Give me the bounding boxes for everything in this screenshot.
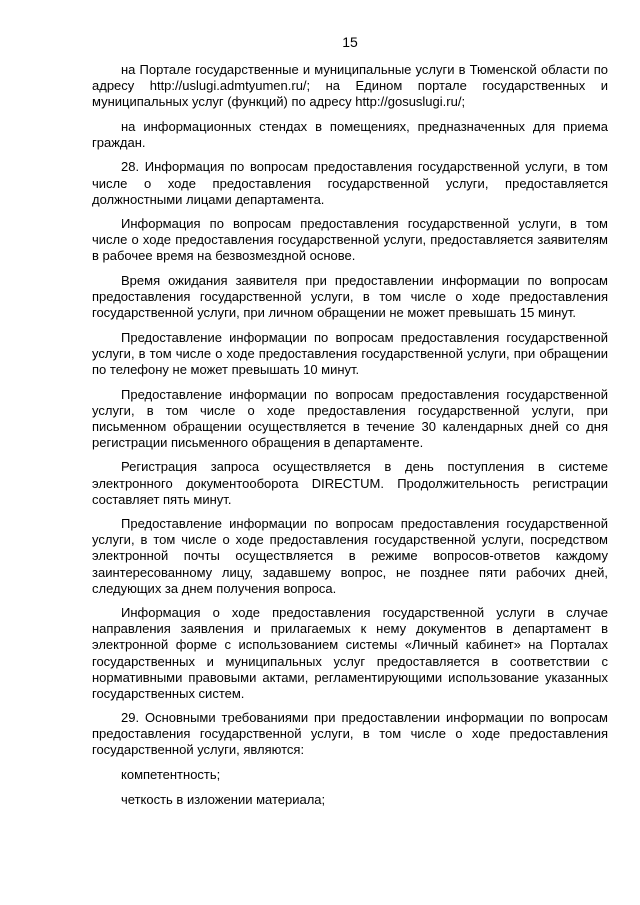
document-body <box>92 62 608 816</box>
paragraph-info-stands: на информационных стендах в помещениях, предназначенных для приема граждан. <box>92 118 608 150</box>
page-number: 15 <box>342 34 358 50</box>
paragraph-waiting-time: Время ожидания заявителя при предоставлении информации по вопросам предоставления государственной услуги, в том числе о ходе предоставления государственной услуги, при личном обращении не может превышать 15 минут. <box>92 273 608 321</box>
paragraph-phone: Предоставление информации по вопросам предоставления государственной услуги, в том числе о ходе предоставления государственной услуги, при обращении по телефону не может превышать 10 минут. <box>92 329 608 377</box>
paragraph-email: Предоставление информации по вопросам предоставления государственной услуги, в том числе о ходе предоставления государственной услуги, посредством электронной почты осуществляется в режиме вопросов-ответов каждому заинтересованному лицу, задавшему вопрос, не позднее пяти рабочих дней, следующих за днем получения вопроса. <box>92 516 608 596</box>
paragraph-item-28: 28. Информация по вопросам предоставления государственной услуги, в том числе о ходе предоставления государственной услуги, предоставляется должностными лицами департамента. <box>92 159 608 207</box>
paragraph-written: Предоставление информации по вопросам предоставления государственной услуги, в том числе о ходе предоставления государственной услуги, при письменном обращении осуществляется в течение 30 календарных дней со дня регистрации письменного обращения в департаменте. <box>92 386 608 450</box>
paragraph-registration: Регистрация запроса осуществляется в день поступления в системе электронного документооборота DIRECTUM. Продолжительность регистрации составляет пять минут. <box>92 459 608 507</box>
paragraph-portal-addresses: на Портале государственные и муниципальные услуги в Тюменской области по адресу http://uslugi.admtyumen.ru/; на Едином портале государственных и муниципальных услуг (функций) по адресу http://gosuslugi.ru/; <box>92 62 608 110</box>
list-item-clarity: четкость в изложении материала; <box>121 791 326 807</box>
paragraph-working-hours: Информация по вопросам предоставления государственной услуги, в том числе о ходе предоставления государственной услуги, предоставляется заявителям в рабочее время на безвозмездной основе. <box>92 216 608 264</box>
paragraph-personal-account: Информация о ходе предоставления государственной услуги в случае направления заявления и прилагаемых к нему документов в департамент в электронной форме с использованием системы «Личный кабинет» на Порталах государственных и муниципальных услуг предоставляется в соответствии с нормативными правовыми актами, регламентирующими использование указанных государственных систем. <box>92 605 608 701</box>
list-item-competence: компетентность; <box>121 767 221 783</box>
paragraph-item-29: 29. Основными требованиями при предоставлении информации по вопросам предоставления государственной услуги, в том числе о ходе предоставления государственной услуги, являются: <box>92 710 608 758</box>
